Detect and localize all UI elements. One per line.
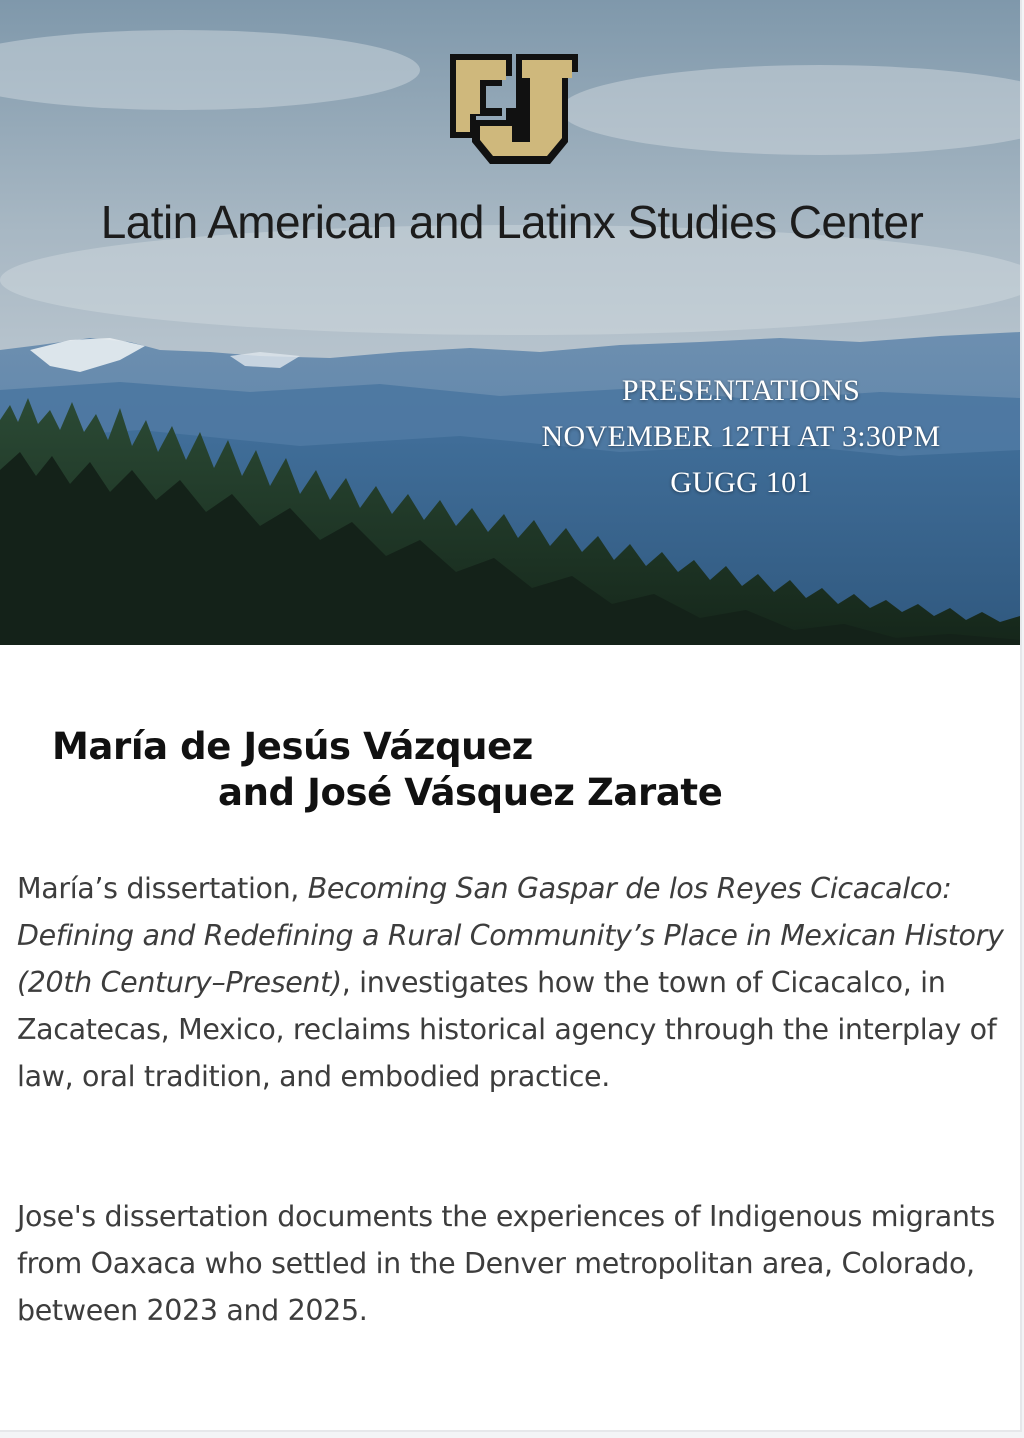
jose-description: Jose's dissertation documents the experiences of Indigenous migrants from Oaxaca who settled in the Denver metropolitan area, Colorado, between 2023 and 2025. (17, 1200, 995, 1327)
presenter-name-line-1: María de Jesús Vázquez (52, 725, 533, 768)
maria-description-intro: María’s dissertation, (17, 872, 308, 905)
event-info (486, 368, 996, 506)
event-label: PRESENTATIONS (621, 374, 861, 407)
hero-banner (0, 0, 1020, 645)
cu-logo (446, 50, 582, 170)
center-name: Latin American and Latinx Studies Center (100, 196, 924, 248)
presenter-name-line-2: and José Vásquez Zarate (218, 771, 723, 814)
presenter-names (52, 724, 852, 816)
maria-description-rest: , investigates how the town of Cicacalco, in Zacatecas, Mexico, reclaims historical agency through the interplay of law, oral tradition, and embodied practice. (17, 966, 997, 1093)
svg-text:CU: CU (446, 50, 448, 51)
maria-dissertation-title: Becoming San Gaspar de los Reyes Cicacalco: Defining and Redefining a Rural Community’s Place in Mexican History (20th Century–Present) (17, 872, 1004, 999)
maria-description (17, 865, 1017, 1100)
event-location: GUGG 101 (670, 466, 812, 499)
event-date-time: NOVEMBER 12TH AT 3:30PM (541, 420, 941, 453)
